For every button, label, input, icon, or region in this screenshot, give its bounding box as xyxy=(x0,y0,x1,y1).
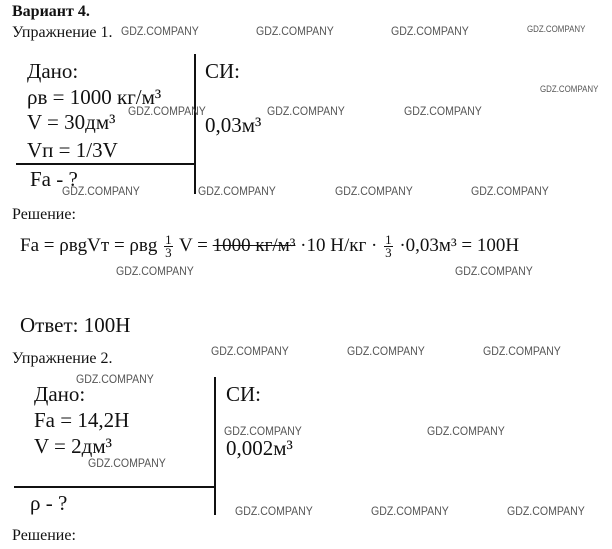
fraction-denominator-2: 3 xyxy=(385,245,392,260)
exercise-2-heading: Упражнение 2. xyxy=(12,350,113,367)
formula-density-value: 1000 кг/м³ xyxy=(212,234,296,256)
ex2-volume-line: V = 2дм³ xyxy=(34,434,112,458)
watermark: GDZ.COMPANY xyxy=(471,184,549,198)
watermark: GDZ.COMPANY xyxy=(267,104,345,118)
ex2-vertical-divider xyxy=(214,377,216,515)
exercise-1-heading: Упражнение 1. xyxy=(12,24,113,41)
ex1-answer: Ответ: 100Н xyxy=(20,313,131,337)
watermark: GDZ.COMPANY xyxy=(427,424,505,438)
watermark: GDZ.COMPANY xyxy=(347,344,425,358)
watermark: GDZ.COMPANY xyxy=(483,344,561,358)
ex1-submerged-volume-line: Vп = 1/3V xyxy=(27,138,118,162)
watermark: GDZ.COMPANY xyxy=(235,504,313,518)
watermark: GDZ.COMPANY xyxy=(88,456,166,470)
watermark: GDZ.COMPANY xyxy=(76,372,154,386)
ex1-si-label: СИ: xyxy=(205,59,241,83)
watermark: GDZ.COMPANY xyxy=(224,424,302,438)
formula-rest: ·10 Н/кг · xyxy=(300,234,378,256)
watermark: GDZ.COMPANY xyxy=(527,24,586,34)
ex2-si-label: СИ: xyxy=(226,382,262,406)
ex1-volume-line: V = 30дм³ xyxy=(27,110,116,134)
variant-title: Вариант 4. xyxy=(12,3,90,20)
formula-mid: V = xyxy=(179,234,213,256)
ex2-given-label: Дано: xyxy=(34,382,86,406)
fraction-numerator-2: 1 xyxy=(385,232,392,247)
watermark: GDZ.COMPANY xyxy=(455,264,533,278)
watermark: GDZ.COMPANY xyxy=(335,184,413,198)
ex1-vertical-divider xyxy=(194,54,196,194)
watermark: GDZ.COMPANY xyxy=(128,104,206,118)
fraction-numerator: 1 xyxy=(165,232,172,247)
ex2-find: ρ - ? xyxy=(30,491,68,515)
watermark: GDZ.COMPANY xyxy=(256,24,334,38)
watermark: GDZ.COMPANY xyxy=(540,84,599,94)
ex2-horizontal-divider xyxy=(14,486,214,488)
ex1-find: Fа - ? xyxy=(30,167,78,191)
fraction-one-third-2 xyxy=(384,234,393,259)
watermark: GDZ.COMPANY xyxy=(391,24,469,38)
fraction-one-third xyxy=(164,234,173,259)
watermark: GDZ.COMPANY xyxy=(198,184,276,198)
watermark: GDZ.COMPANY xyxy=(211,344,289,358)
ex1-si-value: 0,03м³ xyxy=(205,113,262,137)
ex1-horizontal-divider xyxy=(16,163,194,165)
watermark: GDZ.COMPANY xyxy=(404,104,482,118)
fraction-denominator: 3 xyxy=(165,245,172,260)
ex2-si-value: 0,002м³ xyxy=(226,436,293,460)
watermark: GDZ.COMPANY xyxy=(62,184,140,198)
watermark: GDZ.COMPANY xyxy=(371,504,449,518)
ex2-force-line: Fа = 14,2Н xyxy=(34,408,130,432)
watermark: GDZ.COMPANY xyxy=(121,24,199,38)
watermark: GDZ.COMPANY xyxy=(116,264,194,278)
ex1-density-line: ρв = 1000 кг/м³ xyxy=(27,85,162,109)
ex1-solution-label: Решение: xyxy=(12,206,76,223)
ex1-formula xyxy=(20,234,519,259)
formula-left: Fа = ρвgVт = ρвg xyxy=(20,234,158,256)
ex1-given-label: Дано: xyxy=(27,59,79,83)
watermark: GDZ.COMPANY xyxy=(507,504,585,518)
formula-end: ·0,03м³ = 100Н xyxy=(399,234,520,256)
ex2-solution-label: Решение: xyxy=(12,527,76,544)
